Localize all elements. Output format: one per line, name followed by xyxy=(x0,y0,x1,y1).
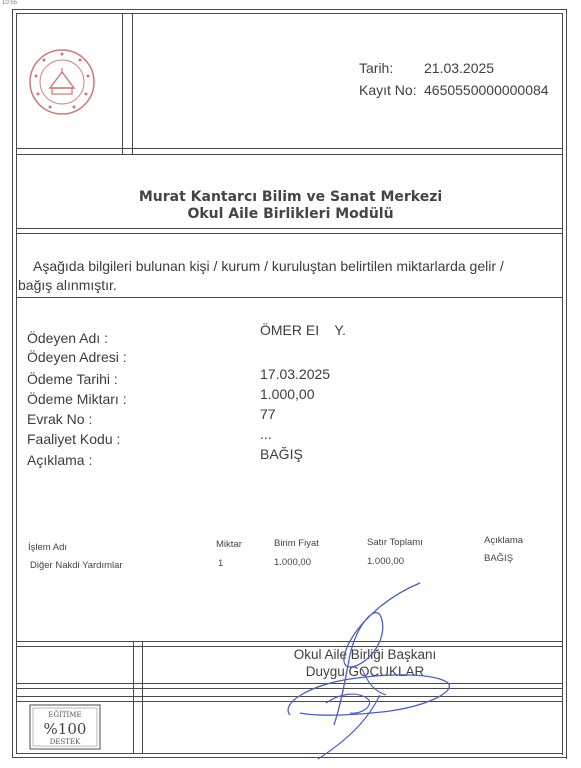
header-bottom-b xyxy=(16,154,563,155)
education-support-stamp-icon xyxy=(29,704,101,750)
row-desc: BAĞIŞ xyxy=(484,553,514,564)
date-label: Tarih: xyxy=(359,60,394,76)
frame-right xyxy=(566,9,567,759)
header-bottom-a xyxy=(16,148,563,149)
payer-name-value: ÖMER EI Y. xyxy=(260,322,346,338)
header-divider-a xyxy=(122,13,123,154)
corner-time: 10:55 xyxy=(2,0,18,6)
header-divider-b xyxy=(132,13,133,154)
intro-bottom xyxy=(16,297,563,298)
frame-left xyxy=(12,9,13,757)
col-header-desc: Açıklama xyxy=(484,535,524,546)
frame-left-inner xyxy=(16,13,17,753)
col-header-unit-price: Birim Fiyat xyxy=(274,538,319,549)
payer-name-label: Ödeyen Adı : xyxy=(27,330,108,346)
description-label: Açıklama : xyxy=(27,452,93,468)
record-label: Kayıt No: xyxy=(359,82,417,98)
payment-date-value: 17.03.2025 xyxy=(260,366,331,382)
row-line-total: 1.000,00 xyxy=(367,556,404,567)
col-header-item: İşlem Adı xyxy=(28,542,68,553)
activity-code-value: ... xyxy=(260,426,272,442)
signatory-title: Okul Aile Birliği Başkanı xyxy=(293,647,437,662)
payment-amount-label: Ödeme Miktarı : xyxy=(27,391,127,407)
frame-top xyxy=(12,9,567,10)
title-bottom-a xyxy=(16,228,563,229)
module-title: Okul Aile Birlikleri Modülü xyxy=(187,206,394,222)
sign-divider-a xyxy=(133,641,134,753)
frame-top-inner xyxy=(16,13,563,14)
activity-code-label: Faaliyet Kodu : xyxy=(27,431,121,447)
record-value: 4650550000000084 xyxy=(424,82,549,98)
stamp-bottom-text: DESTEK xyxy=(49,738,81,746)
intro-line-1: Aşağıda bilgileri bulunan kişi / kurum / kuruluştan belirtilen miktarlarda gelir / xyxy=(33,258,504,274)
description-value: BAĞIŞ xyxy=(260,446,303,462)
col-header-line-total: Satır Toplamı xyxy=(367,537,423,548)
date-value: 21.03.2025 xyxy=(424,60,495,76)
col-header-qty: Miktar xyxy=(216,539,242,550)
stamp-top-text: EĞİTİME xyxy=(48,711,82,719)
row-qty: 1 xyxy=(218,558,224,569)
row-item: Diğer Nakdi Yardımlar xyxy=(30,560,123,571)
row-unit-price: 1.000,00 xyxy=(274,557,311,568)
institution-title: Murat Kantarcı Bilim ve Sanat Merkezi xyxy=(138,189,443,205)
title-bottom-b xyxy=(16,233,563,234)
intro-line-2: bağış alınmıştır. xyxy=(18,277,117,293)
frame-right-inner xyxy=(562,13,563,755)
sign-divider-b xyxy=(142,641,143,753)
signatory-name: Duygu GOCUKLAR xyxy=(305,664,425,679)
document-no-value: 77 xyxy=(260,406,276,422)
payment-date-label: Ödeme Tarihi : xyxy=(27,371,118,387)
payment-amount-value: 1.000,00 xyxy=(260,386,315,402)
ministry-seal-icon xyxy=(28,48,96,116)
handwritten-signature xyxy=(270,575,470,765)
stamp-middle-text: %100 xyxy=(43,720,87,738)
document-no-label: Evrak No : xyxy=(27,411,93,427)
payer-address-label: Ödeyen Adresi : xyxy=(27,349,127,365)
